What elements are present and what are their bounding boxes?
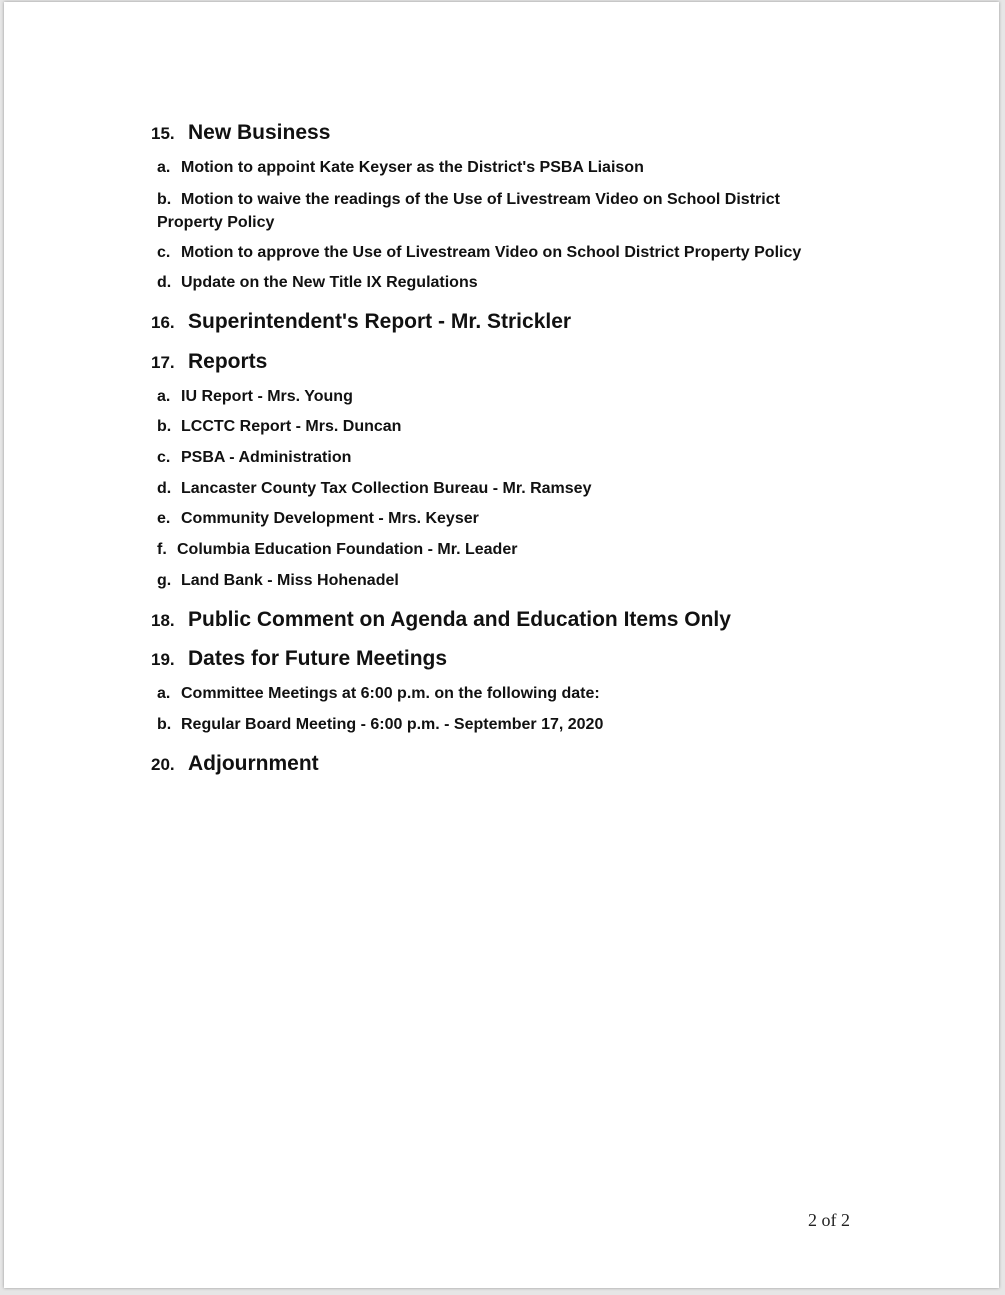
- item-letter: a.: [157, 159, 171, 176]
- item-text: Community Development - Mrs. Keyser: [181, 510, 479, 527]
- item-text: Columbia Education Foundation - Mr. Leader: [177, 541, 518, 558]
- section-title: Reports: [188, 350, 268, 373]
- list-item: [157, 449, 351, 467]
- section-number: 17.: [151, 353, 175, 372]
- item-letter: a.: [157, 388, 171, 405]
- list-item: [157, 274, 478, 292]
- item-letter: b.: [157, 716, 172, 733]
- section-number: 18.: [151, 611, 175, 630]
- item-text: Update on the New Title IX Regulations: [181, 274, 478, 291]
- item-letter: b.: [157, 418, 172, 435]
- section-title: Dates for Future Meetings: [188, 647, 448, 670]
- item-letter: f.: [157, 541, 167, 558]
- item-letter: d.: [157, 274, 172, 291]
- list-item: [157, 541, 517, 559]
- item-letter: e.: [157, 510, 171, 527]
- list-item: [157, 480, 591, 498]
- section-heading-18: [151, 608, 731, 632]
- section-number: 16.: [151, 313, 175, 332]
- section-title: Superintendent's Report - Mr. Strickler: [188, 310, 572, 333]
- list-item: [157, 244, 801, 262]
- list-item: [157, 510, 479, 528]
- item-letter: d.: [157, 480, 172, 497]
- item-letter: a.: [157, 685, 171, 702]
- item-text: IU Report - Mrs. Young: [181, 388, 353, 405]
- item-text: Motion to approve the Use of Livestream Video on School District Property Policy: [181, 244, 802, 261]
- item-text: Motion to waive the readings of the Use of Livestream Video on School District Property Policy: [157, 191, 780, 231]
- item-letter: c.: [157, 449, 171, 466]
- item-text: Lancaster County Tax Collection Bureau - Mr. Ramsey: [181, 480, 592, 497]
- section-number: 19.: [151, 650, 175, 669]
- page-number: 2 of 2: [808, 1210, 850, 1230]
- list-item: [157, 685, 600, 703]
- section-heading-16: [151, 310, 571, 334]
- item-text: Regular Board Meeting - 6:00 p.m. - September 17, 2020: [181, 716, 604, 733]
- section-heading-17: [151, 350, 267, 374]
- list-item: [157, 716, 603, 734]
- item-text: Motion to appoint Kate Keyser as the District's PSBA Liaison: [181, 159, 644, 176]
- list-item: [157, 572, 399, 590]
- section-title: Public Comment on Agenda and Education Items Only: [188, 608, 731, 631]
- document-page: [4, 2, 999, 1288]
- section-number: 15.: [151, 124, 175, 143]
- section-heading-15: [151, 121, 330, 145]
- list-item: [157, 159, 644, 177]
- section-number: 20.: [151, 755, 175, 774]
- item-text: LCCTC Report - Mrs. Duncan: [181, 418, 402, 435]
- item-text: Land Bank - Miss Hohenadel: [181, 572, 399, 589]
- item-text: Committee Meetings at 6:00 p.m. on the following date:: [181, 685, 600, 702]
- item-letter: c.: [157, 244, 171, 261]
- list-item: [157, 418, 401, 436]
- section-heading-19: [151, 647, 447, 671]
- item-letter: b.: [157, 191, 172, 208]
- section-title: New Business: [188, 121, 331, 144]
- section-title: Adjournment: [188, 752, 319, 775]
- item-text: PSBA - Administration: [181, 449, 352, 466]
- list-item: [157, 388, 353, 406]
- section-heading-20: [151, 752, 319, 776]
- item-letter: g.: [157, 572, 172, 589]
- list-item: [157, 188, 817, 234]
